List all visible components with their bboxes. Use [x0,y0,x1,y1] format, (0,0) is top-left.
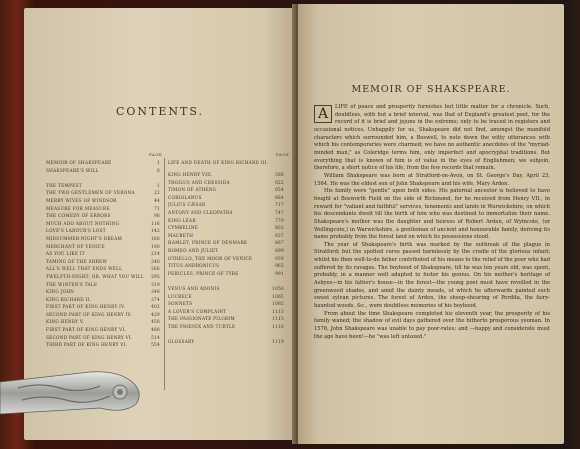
toc-entry-page: 348 [151,289,160,295]
toc-entry-page: 779 [275,217,284,223]
toc-entry-title: MUCH ADO ABOUT NOTHING [46,220,120,226]
toc-entry-title: KING LEAR [168,217,196,223]
toc-entry-title: THE COMEDY OF ERRORS [46,213,111,219]
page-header-left: PAGE [149,152,163,157]
toc-entry [46,183,160,191]
toc-entry [46,206,160,214]
toc-entry-title: AS YOU LIKE IT [46,251,85,257]
toc-entry [46,198,160,206]
toc-entry-title: TROILUS AND CRESSIDA [168,179,230,185]
toc-entry [46,244,160,252]
toc-entry [46,190,160,198]
toc-entry-title: SHAKSPEARE'S WILL [46,167,99,173]
toc-entry-title: TITUS ANDRONICUS [168,263,220,269]
memoir-paragraph: William Shakspeare was born at Stratford-on-Avon, on St. George's Day, April 23, 1564. He was the eldest son of John Shakspeare and his wife, Mary Arden. [314,172,550,187]
toc-entry-page: 684 [275,194,284,200]
toc-entry [46,319,160,327]
toc-entry-page: 1 [157,160,160,165]
toc-entry-page: 1113 [272,308,284,314]
toc-entry-title: MERCHANT OF VENICE [46,243,105,249]
toc-entry [168,248,284,256]
toc-entry-title: CORIOLANUS [168,194,202,200]
toc-entry-title: KING HENRY V. [46,319,85,325]
toc-entry [168,271,284,279]
toc-entry-title: FIRST PART OF KING HENRY IV. [46,304,126,310]
toc-entry-title: SECOND PART OF KING HENRY IV. [46,311,132,317]
toc-entry-title: SECOND PART OF KING HENRY VI. [46,334,133,340]
toc-entry-title: HAMLET, PRINCE OF DENMARK [168,240,248,246]
toc-entry-title: PERICLES, PRINCE OF TYRE [168,270,239,276]
toc-entry [46,251,160,259]
toc-entry [46,335,160,343]
toc-divider [164,158,165,390]
toc-entry [168,218,284,226]
toc-entry [168,172,284,180]
toc-entry [168,256,284,264]
toc-entry-title: ANTONY AND CLEOPATRA [168,209,233,215]
toc-entry-title: JULIUS CÆSAR [168,202,206,208]
toc-entry-page: 965 [275,263,284,269]
toc-entry-page: 488 [151,327,160,333]
toc-entry [46,213,160,221]
toc-entry-page: 802 [275,225,284,231]
toc-entry [46,266,160,274]
toc-entry-page: 142 [151,228,160,234]
toc-left-column [46,160,160,350]
toc-entry-page: 168 [151,235,160,241]
toc-entry-page: 837 [275,232,284,238]
toc-entry-page: 190 [151,243,160,249]
toc-entry-page: 295 [151,273,160,279]
toc-entry [168,202,284,210]
toc-entry [168,180,284,188]
memoir-paragraph: The year of Shakspeare's birth was marked by the outbreak of the plague in Stratford; but the spotted curse passed harmlessly by the cradle of the glorious infant; whilst his then well-to-do father contributed of his means to the relief of the poor who had suffered by its ravages. The boyhood of Shakspeare, till he was ten years old, was spent, probably, in a manner well adapted to foster his genius. On his mother's heritage of Asbyes—in his father's house—in the forest—the young poet must have revelled in the greenwood shades, and amid the dainty meads, of which he afterwards painted such sweet sylvan pictures. The forest of Arden, the sheep-shearing of Perdita, the fairy-haunted woods, &c., were doubtless memories of his boyhood. [314,241,550,310]
toc-entry-title: THE PHŒNIX AND TURTLE [168,323,236,329]
toc-entry-title: SONNETS [168,301,193,307]
toc-entry [46,342,160,350]
toc-entry [46,327,160,335]
toc-entry [46,175,160,183]
toc-entry-page: 939 [275,255,284,261]
toc-entry-title: VENUS AND ADONIS [168,285,220,291]
toc-entry-page: 991 [275,270,284,276]
toc-entry-title: TAMING OF THE SHREW [46,258,108,264]
toc-entry-page: 899 [275,247,284,253]
toc-entry-title: CYMBELINE [168,225,199,231]
toc-entry-title: GLOSSARY [168,339,195,345]
toc-entry [168,225,284,233]
toc-entry [168,160,284,172]
toc-entry-title: THE TEMPEST [46,182,82,188]
toc-entry-title: LIFE AND DEATH OF KING RICHARD III. [168,160,269,165]
toc-entry-title: ROMEO AND JULIET [168,247,219,253]
toc-entry [168,210,284,218]
toc-entry-title: KING HENRY VIII. [168,172,213,177]
toc-entry [46,312,160,320]
toc-entry-title: LUCRECE [168,293,192,299]
toc-entry-title: MEASURE FOR MEASURE [46,205,110,211]
toc-entry-title: THIRD PART OF KING HENRY VI. [46,342,128,348]
toc-entry-page: 44 [154,197,160,203]
toc-entry-title: LOVE'S LABOUR'S LOST [46,228,106,234]
toc-entry-title: OTHELLO, THE MOOR OF VENICE [168,255,253,261]
toc-entry [168,233,284,241]
toc-entry-title: ALL'S WELL THAT ENDS WELL [46,266,123,272]
toc-entry [46,259,160,267]
right-page [298,4,564,444]
toc-entry-page: 98 [154,213,160,219]
toc-entry-page: 622 [275,179,284,185]
toc-entry-page: 1065 [272,293,284,299]
toc-entry [168,263,284,271]
toc-entry-page: 654 [275,187,284,193]
toc-entry [168,331,284,339]
toc-entry-page: 214 [151,251,160,257]
bookmark-clip-icon [0,352,150,424]
toc-entry [46,304,160,312]
toc-entry [46,274,160,282]
contents-title: CONTENTS. [115,105,205,118]
toc-entry [168,309,284,317]
toc-entry-page: 71 [154,205,160,211]
toc-entry-page: 867 [275,240,284,246]
toc-entry-page: 266 [151,266,160,272]
memoir-paragraph: His family were "gentle" upon both sides. His paternal ancestor is believed to have fought at Bosworth Field on the side of Richmond, for he received from Henry VII., in reward for "valiant and faithful" services, tenements and lands in Warwickshire, on which his descendants dwelt till the birth of him who was destined to immortalize their name. Shakspeare's mother was the daughter and heiress of Robert Arden, of Wylncote, (or Wellingcote,) in Warwickshire, a gentleman of ancient and honourable family, deriving its name probably from the forest land on which its possessions stood. [314,188,550,241]
toc-entry [46,289,160,297]
toc-entry-page: 22 [154,190,160,196]
toc-entry-page: 429 [151,311,160,317]
page-header-right: PAGE [276,152,290,157]
toc-entry-page: 240 [151,258,160,264]
memoir-body [314,104,550,341]
toc-entry [46,160,160,168]
toc-entry [168,195,284,203]
toc-entry-title: MEMOIR OF SHAKSPEARE [46,160,112,165]
toc-entry-title: KING RICHARD II. [46,296,92,302]
toc-entry [46,168,160,176]
toc-entry-page: 1 [157,182,160,188]
toc-entry-page: 8 [157,167,160,173]
memoir-paragraph: From about the time Shakspeare completed his eleventh year, the prosperity of his family waned; the shadow of evil days gathered over the hitherto prosperous yeoman. In 1578, John Shakspeare was unable to pay poor-rates; and —happy and considerate must the age have been!—he "was left untaxed." [314,310,550,340]
memoir-paragraph: LIFE of peace and prosperity furnishes but little matter for a chronicle. Such, doubtless, with but a brief interval, was that of England's greatest poet, for the record of it is brief and jejune in the extreme; only to be traced in registers and occasional notices. Unhappily for us, Shakspeare did not find, amongst the manifold characters which surrounded him, a Boswell, to note down the witty utterances with which his contemporaries were charmed; we have no authentic anecdotes of the "myriad-minded man," as Coleridge terms him, only imperfect and apocryphal traditions. But everything that is known of him is of value in the eyes of Englishmen; we subjoin, therefore, a short notice of his life, from the few records that remain. [314,104,550,172]
drop-cap: A [314,105,332,123]
toc-entry-page: 717 [275,202,284,208]
toc-entry [46,297,160,305]
toc-right-column [168,160,284,347]
toc-entry-page: 374 [151,296,160,302]
toc-entry [46,221,160,229]
toc-entry-page: 1116 [272,323,284,329]
toc-entry-title: TWELFTH-NIGHT; OR, WHAT YOU WILL [46,273,144,279]
memoir-title: MEMOIR OF SHAKSPEARE. [351,84,511,95]
toc-entry-title: THE WINTER'S TALE [46,281,98,287]
toc-entry-page: 747 [275,209,284,215]
toc-entry-page: 514 [151,334,160,340]
toc-entry-title: TIMON OF ATHENS [168,187,217,193]
toc-entry-page: 1119 [272,339,284,345]
toc-entry [168,286,284,294]
toc-entry-page: 1115 [272,316,284,322]
toc-entry-page: 1050 [272,285,284,291]
toc-entry-page: 402 [151,304,160,310]
toc-entry [46,282,160,290]
toc-entry [168,324,284,332]
toc-entry-page: 586 [275,172,284,177]
toc-entry [168,301,284,309]
toc-entry-page: 458 [151,319,160,325]
toc-entry [168,240,284,248]
toc-entry-title: FIRST PART OF KING HENRY VI. [46,327,127,333]
toc-entry-title: KING JOHN [46,289,75,295]
toc-entry [46,228,160,236]
toc-entry-title: THE PASSIONATE PILGRIM [168,316,235,322]
toc-entry [168,339,284,347]
toc-entry [168,294,284,302]
toc-entry-title: MACBETH [168,232,194,238]
toc-entry-title: A LOVER'S COMPLAINT [168,308,227,314]
toc-entry [46,236,160,244]
toc-entry-page: 554 [151,342,160,348]
toc-entry-page: 116 [151,220,160,226]
toc-entry-title: MERRY WIVES OF WINDSOR [46,197,117,203]
toc-entry [168,316,284,324]
toc-entry-page: 1085 [272,301,284,307]
toc-entry-title: MIDSUMMER-NIGHT'S DREAM [46,235,123,241]
toc-entry-page: 319 [151,281,160,287]
toc-entry-title: THE TWO GENTLEMEN OF VERONA [46,190,135,196]
toc-entry [168,278,284,286]
toc-entry [168,187,284,195]
